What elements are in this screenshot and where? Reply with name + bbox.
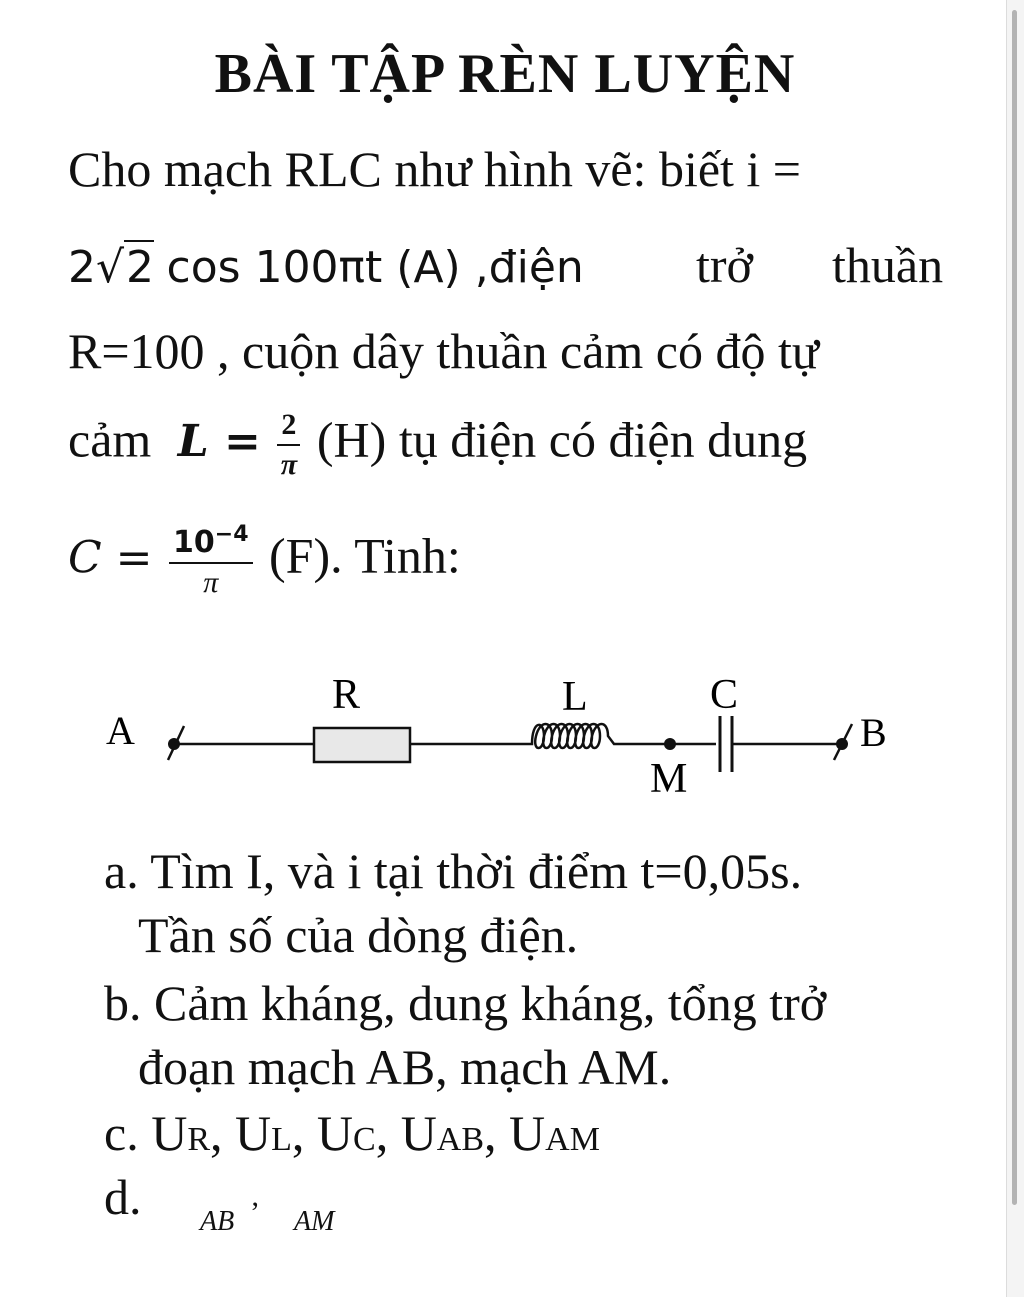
- question-d-label: d.: [104, 1169, 142, 1225]
- capacitance-symbol: C =: [68, 532, 153, 584]
- voltage-symbol: U: [151, 1105, 188, 1161]
- voltage-separator: ,: [484, 1105, 510, 1161]
- voltage-subscript: C: [353, 1121, 376, 1158]
- scrollbar[interactable]: [1006, 0, 1024, 1297]
- problem-line-5: [68, 524, 461, 624]
- inductor-label: L: [562, 674, 588, 720]
- word-tro: trở: [696, 237, 753, 293]
- question-d-subscript-ab: AB: [200, 1206, 235, 1237]
- capacitor-label: C: [710, 672, 739, 718]
- problem-line-1: Cho mạch RLC như hình vẽ: biết i =: [68, 141, 802, 197]
- voltage-separator: ,: [210, 1105, 235, 1161]
- voltage-symbol: U: [235, 1105, 272, 1161]
- voltage-symbol: U: [509, 1105, 546, 1161]
- question-a-line-1: a. Tìm I, và i tại thời điểm t=0,05s.: [104, 843, 803, 899]
- question-a-line-2: Tần số của dòng điện.: [138, 907, 579, 963]
- capacitance-numerator: $10^{-4}$: [169, 524, 253, 564]
- node-m-dot: [664, 738, 676, 750]
- voltage-symbol: U: [400, 1105, 437, 1161]
- page-title: BÀI TẬP RÈN LUYỆN: [214, 43, 796, 105]
- current-amplitude: 2: [68, 242, 96, 293]
- question-d-separator: ’: [250, 1196, 260, 1229]
- question-c-prefix: c.: [104, 1105, 152, 1161]
- problem-line-3: R=100 , cuộn dây thuần cảm có độ tự: [68, 323, 819, 379]
- capacitance-fraction: [169, 524, 253, 598]
- scroll-thumb[interactable]: [1012, 10, 1017, 1205]
- word-thuan: thuần: [832, 237, 944, 293]
- sqrt-value: 2: [126, 242, 155, 293]
- voltage-subscript: R: [187, 1121, 210, 1158]
- inductance-rest: (H) tụ điện có điện dung: [316, 411, 808, 468]
- resistor: [314, 728, 410, 762]
- voltage-subscript: AB: [436, 1121, 485, 1158]
- current-expression: cos 100πt (A) ,điện: [166, 242, 584, 293]
- question-d-subscript-am: AM: [294, 1206, 335, 1237]
- resistor-label: R: [332, 672, 361, 718]
- word-cam: cảm: [68, 411, 152, 468]
- node-label-m: M: [650, 756, 688, 802]
- question-b-line-2: đoạn mạch AB, mạch AM.: [138, 1039, 672, 1095]
- inductance-numerator: 2: [277, 410, 300, 446]
- capacitance-denominator: π: [203, 566, 219, 599]
- voltage-separator: ,: [291, 1105, 317, 1161]
- problem-line-4: [68, 410, 807, 490]
- voltage-symbol: U: [316, 1105, 353, 1161]
- inductor-coil: [522, 724, 628, 748]
- question-c: [104, 1104, 600, 1162]
- rlc-circuit-diagram: [0, 660, 1010, 820]
- capacitance-rest: (F). Tinh:: [269, 527, 461, 584]
- inductance-fraction: [277, 410, 300, 480]
- inductance-denominator: π: [280, 448, 298, 481]
- problem-line-2: 2√2 cos 100πt (A) ,điện trở thuần: [68, 237, 944, 293]
- question-b-line-1: b. Cảm kháng, dung kháng, tổng trở: [104, 975, 827, 1031]
- node-label-a: A: [106, 708, 135, 753]
- node-label-b: B: [860, 710, 887, 755]
- voltage-separator: ,: [375, 1105, 401, 1161]
- inductance-symbol: L =: [177, 416, 261, 468]
- voltage-subscript: AM: [545, 1121, 600, 1158]
- voltage-subscript: L: [271, 1121, 292, 1158]
